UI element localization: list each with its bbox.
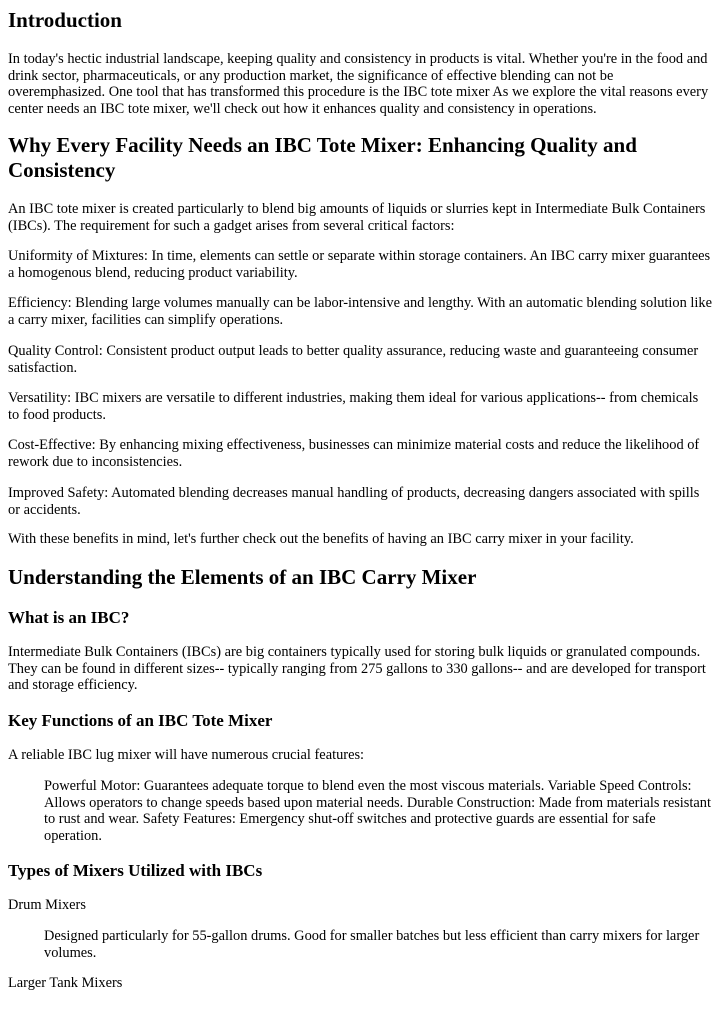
- intro-paragraph: In today's hectic industrial landscape, keeping quality and consistency in products is vital. Whether you're in the food and drink sector, pharmaceuticals, or any production market, the significance of effective blending can not be overemphasized. One tool that has transformed this procedure is the IBC tote mixer As we explore the vital reasons every center needs an IBC tote mixer, we'll check out how it enhances quality and consistency in operations.: [8, 51, 709, 117]
- drum-mixers-description: Designed particularly for 55-gallon drums. Good for smaller batches but less efficient than carry mixers for larger volumes.: [44, 928, 700, 961]
- why-point-cost: Cost-Effective: By enhancing mixing effectiveness, businesses can minimize material costs and reduce the likelihood of rework due to inconsistencies.: [8, 437, 700, 470]
- why-point-uniformity: Uniformity of Mixtures: In time, elements can settle or separate within storage containers. An IBC carry mixer guarantees a homogenous blend, reducing product variability.: [8, 248, 711, 281]
- why-point-versatility: Versatility: IBC mixers are versatile to different industries, making them ideal for various applications-- from chemicals to food products.: [8, 390, 699, 423]
- why-closing: With these benefits in mind, let's further check out the benefits of having an IBC carry mixer in your facility.: [8, 531, 634, 547]
- why-point-quality: Quality Control: Consistent product output leads to better quality assurance, reducing waste and guaranteeing consumer satisfaction.: [8, 343, 699, 376]
- why-point-efficiency: Efficiency: Blending large volumes manually can be labor-intensive and lengthy. With an automatic blending solution like a carry mixer, facilities can simplify operations.: [8, 295, 712, 328]
- tank-mixers-term: Larger Tank Mixers: [8, 975, 123, 991]
- mixer-types-heading: Types of Mixers Utilized with IBCs: [8, 861, 263, 880]
- key-functions-heading: Key Functions of an IBC Tote Mixer: [8, 711, 273, 730]
- elements-heading: Understanding the Elements of an IBC Carry Mixer: [8, 565, 477, 589]
- what-ibc-paragraph: Intermediate Bulk Containers (IBCs) are big containers typically used for storing bulk liquids or granulated compounds. They can be found in different sizes-- typically ranging from 275 gallons to 330 gallons-- and are developed for transport and storage efficiency.: [8, 644, 706, 694]
- why-heading: Why Every Facility Needs an IBC Tote Mixer: Enhancing Quality and Consistency: [8, 133, 637, 182]
- key-functions-quote: Powerful Motor: Guarantees adequate torque to blend even the most viscous materials. Variable Speed Controls: Allows operators to change speeds based upon material needs. Durable Construction: Made from materials resistant to rust and wear. Safety Features: Emergency shut-off switches and protective guards are essential for safe operation.: [44, 778, 711, 844]
- why-point-safety: Improved Safety: Automated blending decreases manual handling of products, decreasing dangers associated with spills or accidents.: [8, 485, 700, 518]
- intro-heading: Introduction: [8, 8, 122, 32]
- why-lead: An IBC tote mixer is created particularly to blend big amounts of liquids or slurries kept in Intermediate Bulk Containers (IBCs). The requirement for such a gadget arises from several critical factors:: [8, 201, 706, 234]
- what-ibc-heading: What is an IBC?: [8, 608, 130, 627]
- key-functions-lead: A reliable IBC lug mixer will have numerous crucial features:: [8, 747, 365, 763]
- drum-mixers-term: Drum Mixers: [8, 897, 86, 913]
